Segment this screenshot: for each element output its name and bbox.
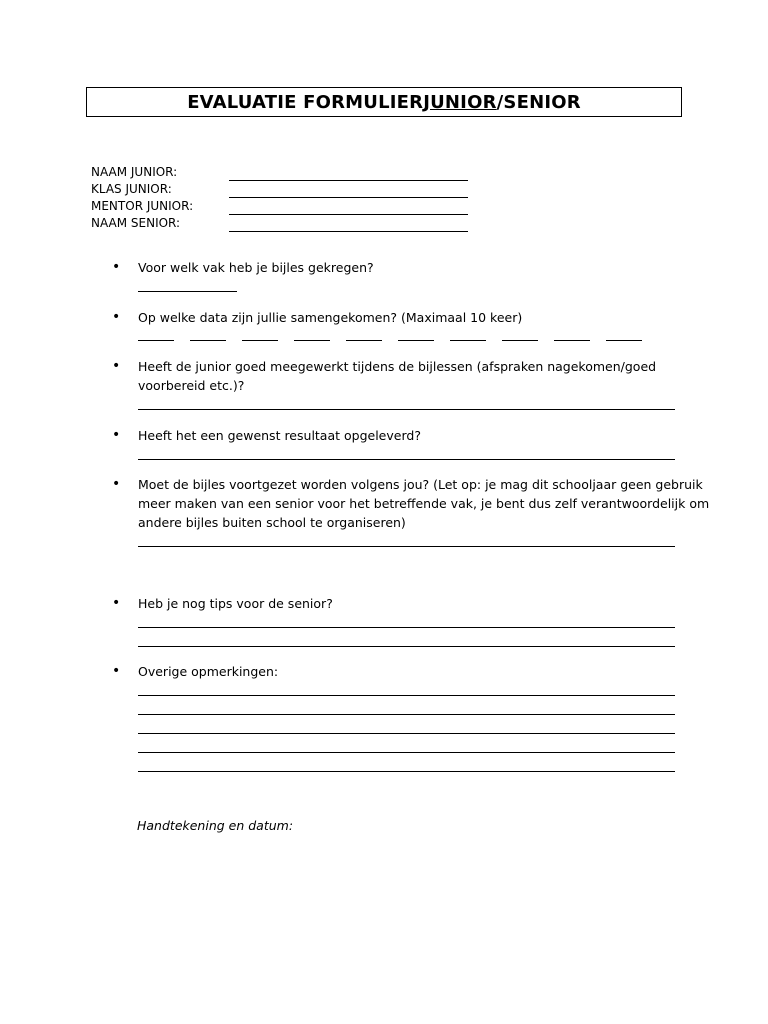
answer-line-resultaat[interactable] [138, 459, 675, 460]
date-line[interactable] [502, 340, 538, 341]
date-line[interactable] [554, 340, 590, 341]
answer-line-meegewerkt[interactable] [138, 409, 675, 410]
title-underlined-junior: JUNIOR [423, 91, 497, 113]
naam-junior-line[interactable] [229, 168, 468, 181]
field-row-klas-junior [91, 181, 468, 198]
answer-line-opmerkingen[interactable] [138, 752, 675, 753]
naam-senior-line[interactable] [229, 219, 468, 232]
date-lines [138, 340, 642, 341]
question-text-line2: meer maken van een senior voor het betreffende vak, je bent dus zelf verantwoordelijk om [138, 496, 710, 511]
info-fields [91, 164, 468, 232]
answer-line-opmerkingen[interactable] [138, 771, 675, 772]
title-prefix: EVALUATIE FORMULIER [187, 91, 424, 113]
answer-line-opmerkingen[interactable] [138, 714, 675, 715]
answer-line-opmerkingen[interactable] [138, 695, 675, 696]
bullet-icon: • [112, 309, 121, 325]
field-label: KLAS JUNIOR: [91, 182, 172, 196]
question-text-line2: voorbereid etc.)? [138, 378, 245, 393]
date-line[interactable] [346, 340, 382, 341]
field-label: NAAM SENIOR: [91, 216, 181, 230]
field-label: NAAM JUNIOR: [91, 165, 178, 179]
bullet-icon: • [112, 427, 121, 443]
bullet-icon: • [112, 358, 121, 374]
question-text: Heb je nog tips voor de senior? [138, 596, 333, 611]
question-text-line1: Heeft de junior goed meegewerkt tijdens de bijlessen (afspraken nagekomen/goed [138, 359, 657, 374]
date-line[interactable] [398, 340, 434, 341]
date-line[interactable] [294, 340, 330, 341]
question-text: Op welke data zijn jullie samengekomen? (Maximaal 10 keer) [138, 310, 523, 325]
bullet-icon: • [112, 259, 121, 275]
date-line[interactable] [606, 340, 642, 341]
date-line[interactable] [450, 340, 486, 341]
field-row-naam-junior [91, 164, 468, 181]
signature-label: Handtekening en datum: [137, 818, 294, 833]
question-text-line1: Moet de bijles voortgezet worden volgens jou? (Let op: je mag dit schooljaar geen gebruik [138, 477, 703, 492]
answer-line-tips[interactable] [138, 646, 675, 647]
question-text: Voor welk vak heb je bijles gekregen? [138, 260, 374, 275]
bullet-icon: • [112, 663, 121, 679]
bullet-icon: • [112, 476, 121, 492]
question-text: Overige opmerkingen: [138, 664, 279, 679]
date-line[interactable] [242, 340, 278, 341]
mentor-junior-line[interactable] [229, 202, 468, 215]
klas-junior-line[interactable] [229, 185, 468, 198]
date-line[interactable] [138, 340, 174, 341]
field-row-naam-senior [91, 215, 468, 232]
date-line[interactable] [190, 340, 226, 341]
answer-line-vak[interactable] [138, 291, 237, 292]
question-text: Heeft het een gewenst resultaat opgeleverd? [138, 428, 421, 443]
field-label: MENTOR JUNIOR: [91, 199, 194, 213]
bullet-icon: • [112, 595, 121, 611]
form-title [86, 87, 682, 117]
title-suffix: /SENIOR [496, 91, 581, 113]
answer-line-tips[interactable] [138, 627, 675, 628]
answer-line-opmerkingen[interactable] [138, 733, 675, 734]
field-row-mentor-junior [91, 198, 468, 215]
question-text-line3: andere bijles buiten school te organiseren) [138, 515, 406, 530]
answer-line-voortgezet[interactable] [138, 546, 675, 547]
